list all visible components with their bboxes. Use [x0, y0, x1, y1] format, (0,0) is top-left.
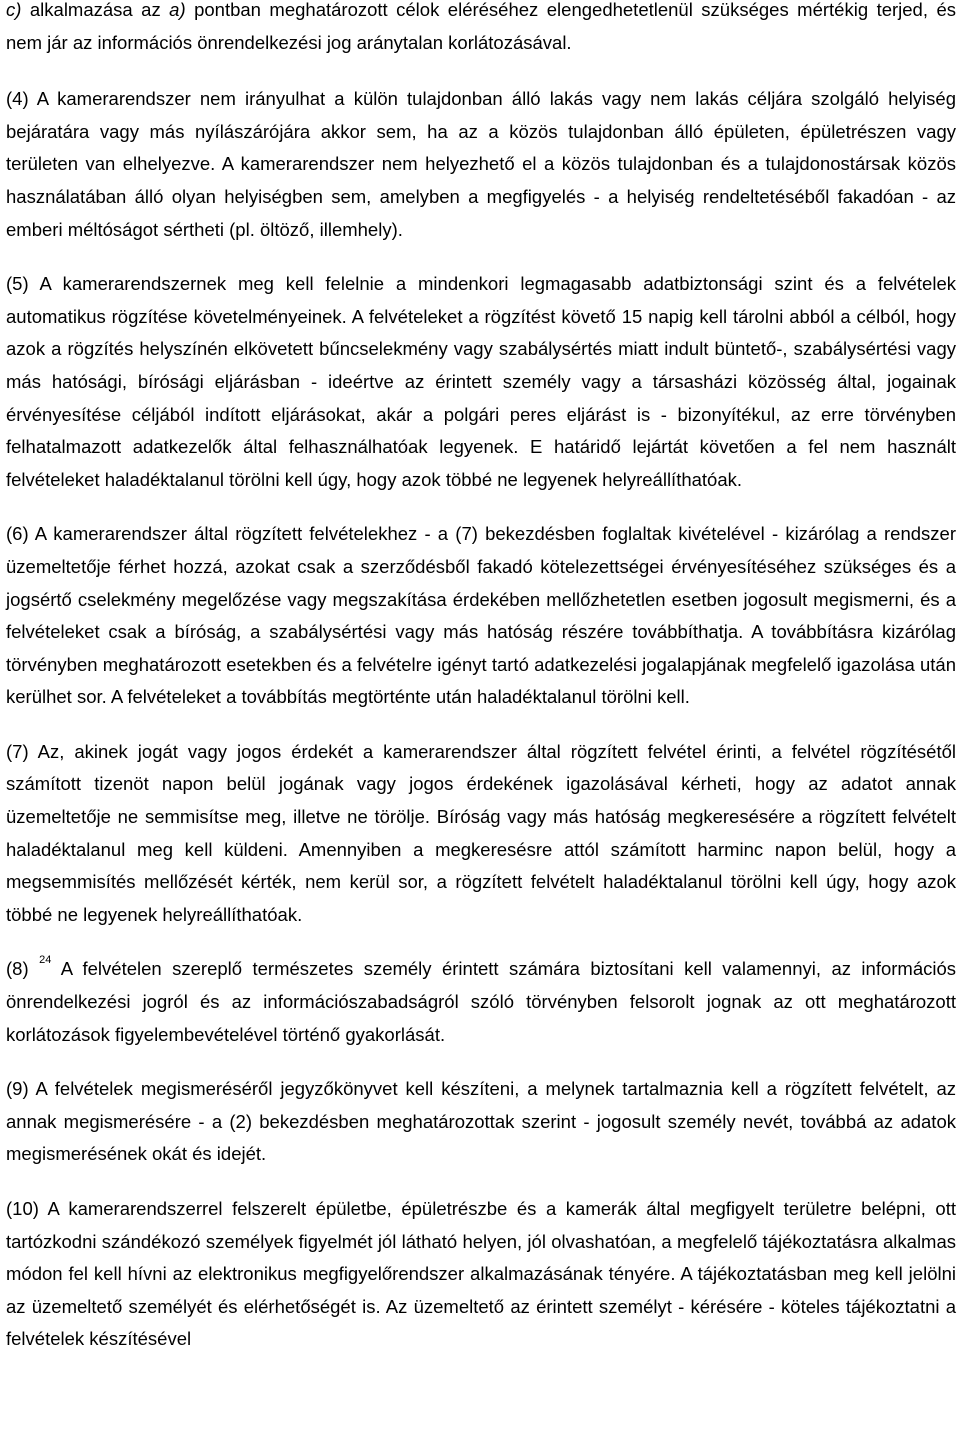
paragraph-number: (8) [6, 958, 29, 980]
paragraph-intro [6, 0, 956, 59]
paragraph-text: A felvételek megismeréséről jegyzőkönyvet kell készíteni, a melynek tartalmaznia kell a rögzített felvételt, az annak megismerésére - a (2) bekezdésben meghatározottak szerint - jogosult személy nevét, továbbá az adatok megismerésének okát és idejét. [6, 1078, 956, 1165]
paragraph-text: A kamerarendszerrel felszerelt épületbe, épületrészbe és a kamerák által megfigyelt területre belépni, ott tartózkodni szándékozó személyek figyelmét jól látható helyen, jól olvashatóan, a megfelelő tájékoztatásra alkalmas módon fel kell hívni az elektronikus megfigyelőrendszer alkalmazásának tényére. A tájékoztatásban meg kell jelölni az üzemeltető személyét és elérhetőségét is. Az üzemeltető az érintett személyt - kérésére - köteles tájékoztatni a felvételek készítésével [6, 1198, 956, 1350]
paragraph-text: A kamerarendszernek meg kell felelnie a mindenkori legmagasabb adatbiztonsági szint és a felvételek automatikus rögzítése követelményeinek. A felvételeket a rögzítést követő 15 napig kell tárolni abból a célból, hogy azok a rögzítés helyszínén elkövetett bűncselekmény vagy szabálysértés miatt indult büntető-, szabálysértési vagy más hatósági, bírósági eljárásban - ideértve az érintett személy vagy a társasházi közösség által, jogainak érvényesítése céljából indított eljárásokat, akár a polgári peres eljárást is - bizonyítékul, az erre törvényben felhatalmazott adatkezelők által felhasználhatóak legyenek. E határidő lejártát követően a fel nem használt felvételeket haladéktalanul törölni kell úgy, hogy azok többé ne legyenek helyreállíthatóak. [6, 273, 956, 490]
paragraph-number: (5) [6, 273, 29, 295]
paragraph-text: Az, akinek jogát vagy jogos érdekét a kamerarendszer által rögzített felvétel érinti, a felvétel rögzítésétől számított tizenöt napon belül jogának vagy jogos érdekének igazolásával kérheti, hogy az adatot annak üzemeltetője ne semmisítse meg, illetve ne törölje. Bíróság vagy más hatóság megkeresésére a rögzített felvételt haladéktalanul meg kell küldeni. Amennyiben a megkeresésre attól számított harminc napon belül, hogy a megsemmisítés mellőzését kérték, nem kerül sor, a rögzített felvételt haladéktalanul törölni kell úgy, hogy azok többé ne legyenek helyreállíthatóak. [6, 740, 956, 925]
point-reference: a) [169, 0, 186, 20]
paragraph-number: (9) [6, 1078, 29, 1100]
paragraph-text: A kamerarendszer nem irányulhat a külön tulajdonban álló lakás vagy nem lakás céljára szolgáló helyiség bejáratára vagy más nyílászárójára akkor sem, ha az a közös tulajdonban álló épületen, épületrészen vagy területen van elhelyezve. A kamerarendszer nem helyezhető el a közös tulajdonban és a tulajdonostársak közös használatában álló olyan helyiségben sem, amelyben a megfigyelés - a helyiség rendeltetéséből fakadóan - az emberi méltóságot sértheti (pl. öltöző, illemhely). [6, 88, 956, 240]
paragraph-text: A felvételen szereplő természetes személy érintett számára biztosítani kell valamennyi, az információs önrendelkezési jogról és az információszabadságról szóló törvényben felsorolt jognak az ott meghatározott korlátozások figyelembevételével történő gyakorlását. [6, 958, 957, 1045]
paragraph-10 [6, 1193, 956, 1356]
paragraph-text: A kamerarendszer által rögzített felvételekhez - a (7) bekezdésben foglaltak kivételével - kizárólag a rendszer üzemeltetője férhet hozzá, azokat csak a szerződésből fakadó kötelezettségei érvényesítéséhez szükséges és a jogsértő cselekmény megelőzése vagy megszakítása érdekében mellőzhetetlen esetben jogosult megismerni, és a felvételeket csak a bíróság, a szabálysértési vagy más hatóság részére továbbíthatja. A továbbításra kizárólag törvényben meghatározott esetekben és a felvételre igényt tartó adatkezelési jogalapjának megfelelő igazolása után kerülhet sor. A felvételeket a továbbítás megtörténte után haladéktalanul törölni kell. [6, 523, 956, 708]
paragraph-number: (4) [6, 88, 29, 110]
paragraph-number: (7) [6, 740, 29, 762]
paragraph-number: (10) [6, 1198, 39, 1219]
paragraph-4 [6, 83, 956, 246]
paragraph-9 [6, 1073, 956, 1171]
paragraph-7 [6, 736, 956, 932]
paragraph-number: (6) [6, 523, 29, 545]
paragraph-5 [6, 268, 956, 496]
paragraph-8 [6, 953, 956, 1051]
paragraph-6 [6, 518, 956, 714]
intro-text-part-1: alkalmazása az [21, 0, 170, 20]
footnote-reference[interactable]: 24 [39, 954, 52, 967]
document-page [6, 0, 956, 1378]
point-label: c) [6, 0, 22, 20]
intro-text-part-2: pontban meghatározott célok eléréséhez elengedhetetlenül szükséges mértékig terjed, és nem jár az információs önrendelkezési jog aránytalan korlátozásával. [6, 0, 956, 53]
